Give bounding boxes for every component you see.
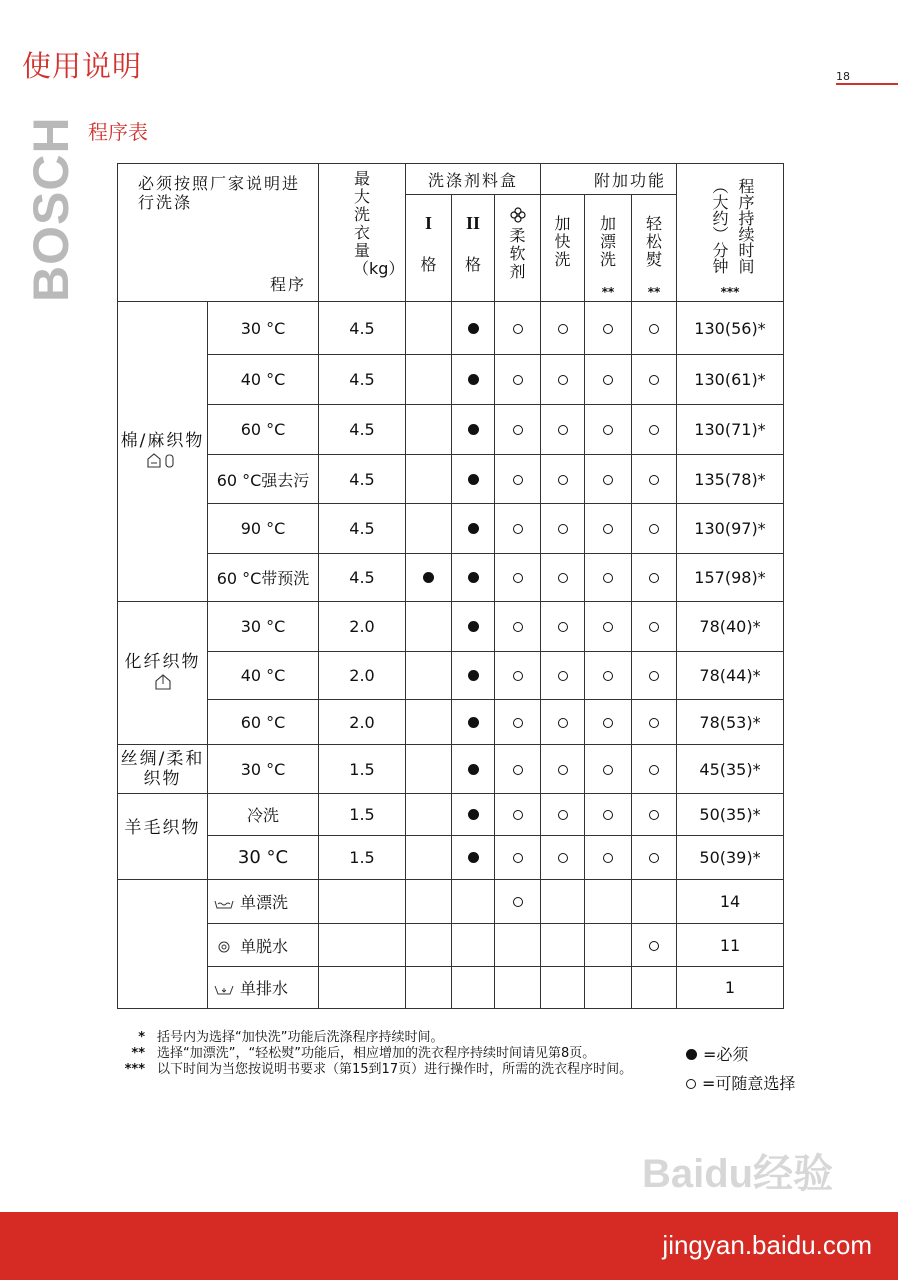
- program-cell: 40 °C: [208, 355, 319, 405]
- footnote-mark: *: [138, 1030, 145, 1045]
- legend-optional-label: =可随意选择: [702, 1074, 796, 1093]
- optional-circle: [558, 375, 568, 385]
- cotton-care-icon: [145, 451, 181, 469]
- header-note-cell: [118, 164, 319, 302]
- program-cell: 30 °C: [208, 836, 319, 880]
- drain-icon: [214, 984, 234, 996]
- category-synthetic-label: 化纤织物: [124, 652, 201, 672]
- load-cell: 4.5: [319, 355, 406, 405]
- optional-circle: [603, 475, 613, 485]
- section-title: 程序表: [88, 120, 148, 144]
- header-extra-group: 附加功能: [541, 164, 677, 195]
- header-duration-text: 程序持续时间（大约）分钟: [710, 177, 755, 274]
- header-compartment-2: [452, 195, 495, 302]
- program-cell: 30 °C: [208, 745, 319, 794]
- extra-rinse-stars: **: [601, 285, 615, 299]
- optional-circle: [603, 622, 613, 632]
- flower-icon: [510, 207, 526, 223]
- optional-circle: [649, 718, 659, 728]
- program-cell: [208, 880, 319, 924]
- optional-circle: [513, 718, 523, 728]
- header-extra-fast: [541, 195, 585, 302]
- extra-fast-label: 加快洗: [554, 214, 571, 269]
- duration-cell: 45(35)*: [677, 745, 784, 794]
- synthetic-care-icon: [152, 672, 174, 690]
- load-cell: 4.5: [319, 554, 406, 602]
- header-duration: [677, 164, 784, 302]
- optional-circle: [513, 375, 523, 385]
- rinse-icon: [214, 899, 234, 909]
- watermark-logo: Baidu经验: [642, 1152, 834, 1196]
- optional-circle: [649, 324, 659, 334]
- optional-circle: [649, 622, 659, 632]
- header-duration-stars: ***: [720, 285, 740, 299]
- footnote-mark: ***: [124, 1062, 145, 1077]
- category-synthetic: [118, 602, 208, 745]
- optional-circle: [649, 941, 659, 951]
- load-cell: 1.5: [319, 836, 406, 880]
- footnote: [117, 1030, 677, 1046]
- program-table: [117, 163, 784, 1009]
- legend-optional: [686, 1069, 795, 1098]
- footnote-text: 括号内为选择“加快洗”功能后洗涤程序持续时间。: [157, 1030, 444, 1045]
- optional-circle: [558, 622, 568, 632]
- footnote: [117, 1046, 677, 1062]
- optional-circle: [558, 718, 568, 728]
- optional-circle: [513, 425, 523, 435]
- category-cotton-label: 棉/麻织物: [120, 430, 205, 451]
- program-cell: 60 °C: [208, 405, 319, 455]
- duration-cell: 78(40)*: [677, 602, 784, 652]
- duration-cell: 130(97)*: [677, 504, 784, 554]
- program-cell: [208, 967, 319, 1009]
- footnote-text: 以下时间为当您按说明书要求（第15到17页）进行操作时，所需的洗衣程序时间。: [157, 1062, 633, 1077]
- optional-circle: [603, 524, 613, 534]
- required-dot: [468, 424, 479, 435]
- special-program-label: 单脱水: [240, 936, 289, 956]
- optional-circle: [558, 671, 568, 681]
- duration-cell: 1: [677, 967, 784, 1009]
- duration-cell: 50(39)*: [677, 836, 784, 880]
- program-cell: 60 °C: [208, 700, 319, 745]
- load-cell: 2.0: [319, 602, 406, 652]
- load-cell: 4.5: [319, 504, 406, 554]
- optional-circle: [513, 853, 523, 863]
- duration-cell: 11: [677, 924, 784, 967]
- optional-circle: [603, 671, 613, 681]
- optional-circle: [649, 573, 659, 583]
- header-detergent-group: 洗涤剂料盒: [406, 164, 541, 195]
- compartment-1-label: 格: [420, 255, 437, 274]
- optional-circle: [558, 810, 568, 820]
- special-program-label: 单漂洗: [240, 893, 289, 912]
- optional-circle: [603, 853, 613, 863]
- required-dot: [686, 1049, 697, 1060]
- compartment-1-mark: I: [424, 213, 432, 233]
- duration-cell: 135(78)*: [677, 455, 784, 504]
- load-cell: 2.0: [319, 700, 406, 745]
- optional-circle: [603, 718, 613, 728]
- optional-circle: [649, 853, 659, 863]
- category-silk: [118, 745, 208, 794]
- optional-circle: [513, 897, 523, 907]
- optional-circle: [558, 573, 568, 583]
- required-dot: [468, 809, 479, 820]
- optional-circle: [513, 475, 523, 485]
- load-cell: 1.5: [319, 794, 406, 836]
- optional-circle: [558, 324, 568, 334]
- page-number-rule: [836, 83, 898, 85]
- category-silk-label: 丝绸/柔和织物: [120, 749, 205, 789]
- required-dot: [468, 523, 479, 534]
- header-program: 程序: [270, 275, 307, 294]
- optional-circle: [513, 524, 523, 534]
- header-compartment-1: [406, 195, 452, 302]
- duration-cell: 78(44)*: [677, 652, 784, 700]
- optional-circle: [686, 1079, 696, 1089]
- optional-circle: [513, 324, 523, 334]
- optional-circle: [649, 765, 659, 775]
- required-dot: [423, 572, 434, 583]
- duration-cell: 78(53)*: [677, 700, 784, 745]
- footer-bar: [0, 1212, 898, 1280]
- duration-cell: 14: [677, 880, 784, 924]
- optional-circle: [558, 475, 568, 485]
- optional-circle: [603, 765, 613, 775]
- optional-circle: [649, 810, 659, 820]
- optional-circle: [603, 375, 613, 385]
- load-cell: 4.5: [319, 405, 406, 455]
- load-cell: 4.5: [319, 302, 406, 355]
- footnote-text: 选择“加漂洗”，“轻松熨”功能后，相应增加的洗衣程序持续时间请见第8页。: [157, 1046, 596, 1061]
- load-cell: 1.5: [319, 745, 406, 794]
- optional-circle: [649, 671, 659, 681]
- spin-icon: [214, 941, 234, 953]
- compartment-2-mark: II: [465, 213, 480, 233]
- duration-cell: 130(61)*: [677, 355, 784, 405]
- header-extra-iron: [632, 195, 677, 302]
- header-softener: [495, 195, 541, 302]
- optional-circle: [513, 573, 523, 583]
- extra-iron-label: 轻松熨: [645, 214, 662, 269]
- optional-circle: [649, 425, 659, 435]
- required-dot: [468, 717, 479, 728]
- optional-circle: [649, 475, 659, 485]
- category-special: [118, 880, 208, 1009]
- page-number: 18: [836, 70, 850, 83]
- required-dot: [468, 323, 479, 334]
- required-dot: [468, 374, 479, 385]
- program-cell: 90 °C: [208, 504, 319, 554]
- optional-circle: [558, 853, 568, 863]
- category-wool: [118, 794, 208, 880]
- page-title: 使用说明: [22, 49, 143, 83]
- optional-circle: [558, 425, 568, 435]
- program-cell: 冷洗: [208, 794, 319, 836]
- duration-cell: 50(35)*: [677, 794, 784, 836]
- optional-circle: [513, 810, 523, 820]
- optional-circle: [513, 671, 523, 681]
- extra-rinse-label: 加漂洗: [599, 214, 616, 269]
- required-dot: [468, 852, 479, 863]
- category-wool-label: 羊毛织物: [124, 818, 201, 838]
- program-cell: 30 °C: [208, 302, 319, 355]
- extra-iron-stars: **: [647, 285, 661, 299]
- optional-circle: [603, 810, 613, 820]
- footnotes: [117, 1030, 677, 1078]
- duration-cell: 130(71)*: [677, 405, 784, 455]
- optional-circle: [649, 375, 659, 385]
- legend-required-label: =必须: [703, 1045, 749, 1064]
- required-dot: [468, 474, 479, 485]
- program-cell: [208, 924, 319, 967]
- duration-cell: 157(98)*: [677, 554, 784, 602]
- required-dot: [468, 764, 479, 775]
- optional-circle: [558, 765, 568, 775]
- header-max-load: [319, 164, 406, 302]
- compartment-2-label: 格: [464, 255, 481, 274]
- load-cell: 2.0: [319, 652, 406, 700]
- legend: [686, 1040, 795, 1098]
- optional-circle: [513, 622, 523, 632]
- optional-circle: [558, 524, 568, 534]
- header-extra-rinse: [585, 195, 632, 302]
- program-cell: 30 °C: [208, 602, 319, 652]
- duration-cell: 130(56)*: [677, 302, 784, 355]
- footnote: [117, 1062, 677, 1078]
- optional-circle: [513, 765, 523, 775]
- watermark-url: jingyan.baidu.com: [662, 1230, 872, 1260]
- program-cell: 60 °C带预洗: [208, 554, 319, 602]
- load-cell: 4.5: [319, 455, 406, 504]
- footnote-mark: **: [131, 1046, 145, 1061]
- optional-circle: [603, 573, 613, 583]
- header-note: 必须按照厂家说明进行洗涤: [138, 174, 301, 212]
- optional-circle: [649, 524, 659, 534]
- optional-circle: [603, 324, 613, 334]
- header-max-load-text: 最大洗衣量（kg）: [353, 169, 405, 278]
- legend-required: [686, 1040, 795, 1069]
- required-dot: [468, 670, 479, 681]
- required-dot: [468, 572, 479, 583]
- program-cell: 60 °C强去污: [208, 455, 319, 504]
- special-program-label: 单排水: [240, 979, 289, 998]
- brand-logo: BOSCH: [23, 116, 79, 302]
- category-cotton: [118, 302, 208, 602]
- program-cell: 40 °C: [208, 652, 319, 700]
- optional-circle: [603, 425, 613, 435]
- required-dot: [468, 621, 479, 632]
- softener-label: 柔软剂: [509, 226, 526, 281]
